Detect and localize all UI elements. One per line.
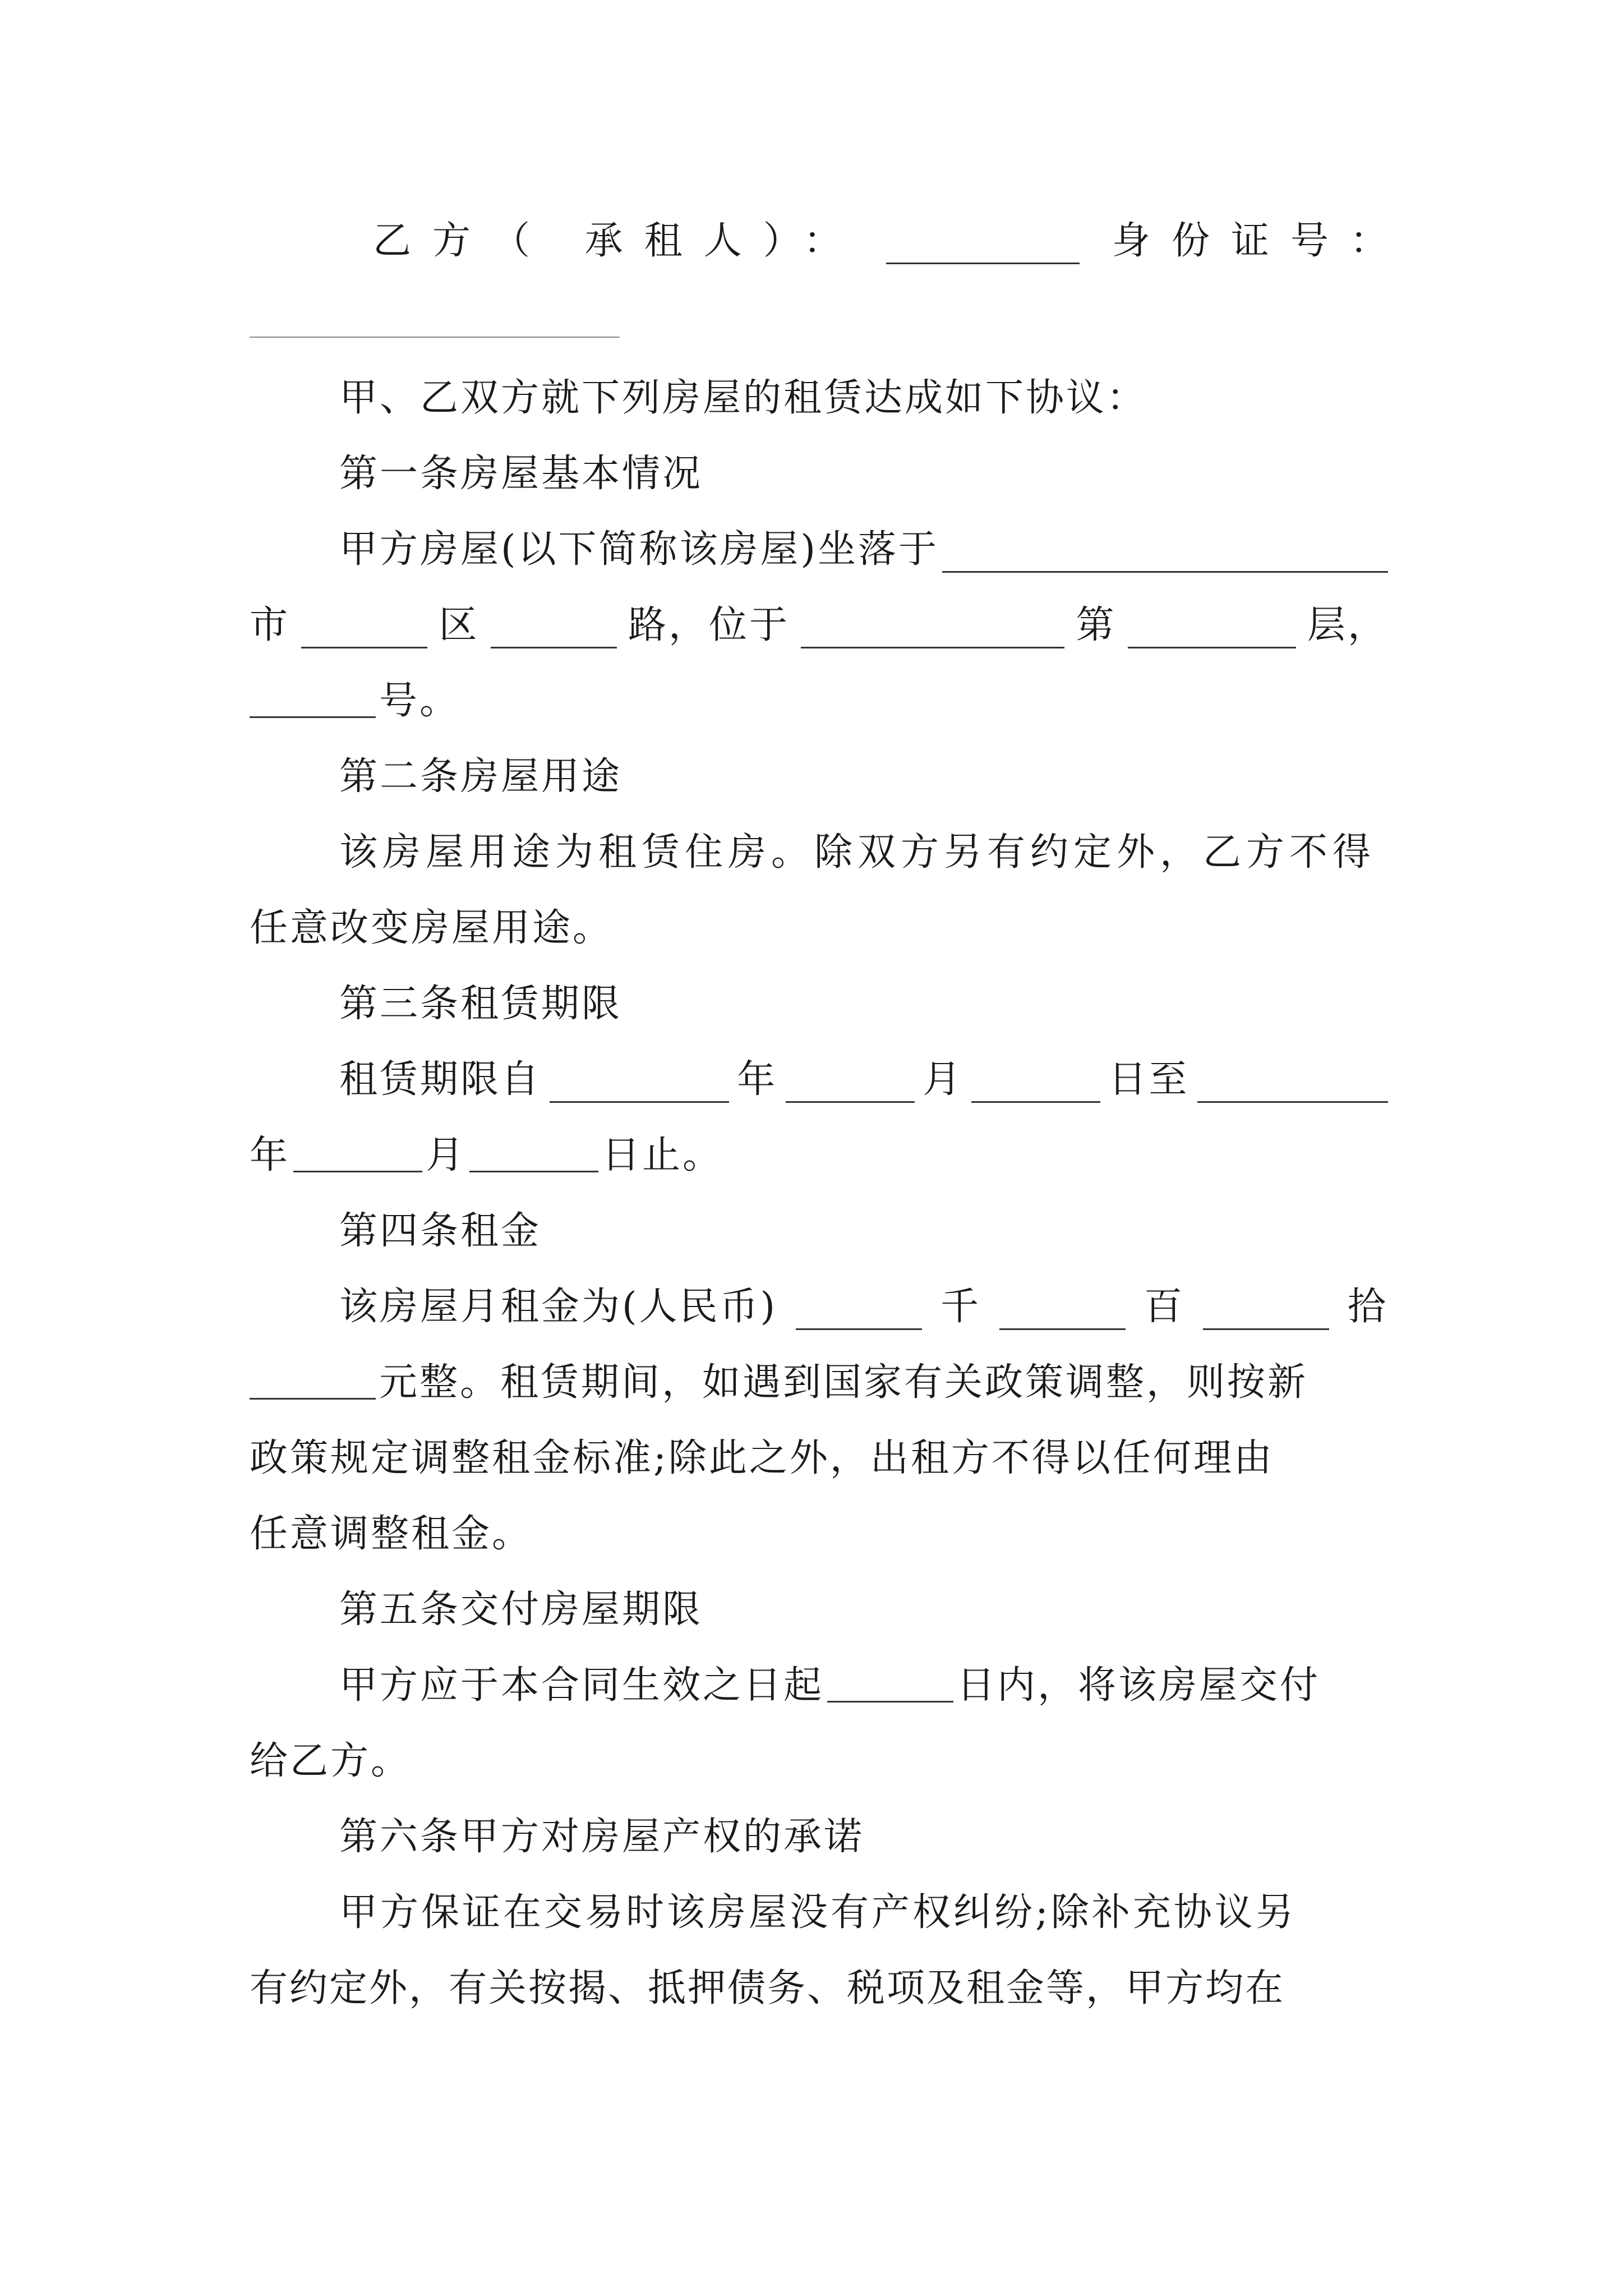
start-day-label: 日至 xyxy=(1108,1057,1189,1102)
article-3-line-2 xyxy=(250,1116,1388,1195)
article-3-title: 第三条租赁期限 xyxy=(339,982,623,1026)
article-6-line-1: 甲方保证在交易时该房屋没有产权纠纷;除补充协议另 xyxy=(339,1890,1297,1935)
floor-blank[interactable] xyxy=(1128,612,1296,648)
room-number-label: 号。 xyxy=(379,679,460,723)
party-b-id-blank[interactable] xyxy=(250,337,620,338)
district-blank[interactable] xyxy=(491,612,617,648)
rent-thousand-blank[interactable] xyxy=(796,1294,922,1330)
end-day-blank[interactable] xyxy=(469,1136,598,1172)
hundred-label: 百 xyxy=(1144,1285,1184,1329)
delivery-days-blank[interactable] xyxy=(827,1666,953,1703)
article-1-line-1 xyxy=(339,510,1388,589)
article-1-line-3 xyxy=(250,662,1388,740)
party-b-id-label: 身份证号： xyxy=(1112,219,1409,263)
city-label: 市 xyxy=(250,603,291,647)
article-4-title: 第四条租金 xyxy=(339,1209,542,1253)
article-4-line-1 xyxy=(339,1268,1388,1346)
article-5-line-2: 给乙方。 xyxy=(250,1739,412,1783)
floor-label: 层， xyxy=(1307,603,1388,647)
end-month-blank[interactable] xyxy=(293,1136,422,1172)
room-number-blank[interactable] xyxy=(250,682,376,718)
article-2-line-2: 任意改变房屋用途。 xyxy=(250,906,614,950)
article-6-line-2: 有约定外，有关按揭、抵押债务、税项及租金等，甲方均在 xyxy=(250,1966,1285,2010)
delivery-term-text: 甲方应于本合同生效之日起 xyxy=(339,1663,824,1708)
agreement-intro: 甲、乙双方就下列房屋的租赁达成如下协议： xyxy=(339,376,1147,420)
district-label: 区 xyxy=(439,603,479,647)
article-2-title: 第二条房屋用途 xyxy=(339,754,623,799)
number-prefix-label: 第 xyxy=(1076,603,1117,647)
rent-ten-blank[interactable] xyxy=(1203,1294,1329,1330)
start-month-blank[interactable] xyxy=(786,1066,915,1103)
article-5-line-1 xyxy=(339,1646,1388,1725)
party-b-name-blank[interactable] xyxy=(886,228,1080,264)
road-label: 路，位于 xyxy=(628,603,790,647)
end-month-label: 月 xyxy=(426,1133,467,1177)
article-2-line-1: 该房屋用途为租赁住房。除双方另有约定外，乙方不得 xyxy=(339,830,1376,875)
end-year-label: 年 xyxy=(250,1133,291,1177)
start-year-blank[interactable] xyxy=(550,1066,729,1103)
delivery-term-suffix: 日内，将该房屋交付 xyxy=(957,1663,1321,1708)
article-1-location-text: 甲方房屋(以下简称该房屋)坐落于 xyxy=(339,527,939,572)
rent-adjustment-text: 元整。租赁期间，如遇到国家有关政策调整，则按新 xyxy=(379,1360,1308,1405)
ten-label: 拾 xyxy=(1347,1285,1388,1329)
article-4-line-3: 政策规定调整租金标准;除此之外，出租方不得以任何理由 xyxy=(250,1436,1274,1480)
article-1-line-2 xyxy=(250,586,1388,665)
party-b-line xyxy=(373,202,1409,280)
start-day-blank[interactable] xyxy=(971,1066,1100,1103)
start-year-label: 年 xyxy=(737,1057,778,1102)
monthly-rent-label: 该房屋月租金为(人民币) xyxy=(339,1285,778,1329)
end-day-label: 日止。 xyxy=(602,1133,723,1177)
start-month-label: 月 xyxy=(923,1057,963,1102)
city-blank[interactable] xyxy=(301,612,427,648)
article-6-title: 第六条甲方对房屋产权的承诺 xyxy=(339,1815,865,1859)
article-5-title: 第五条交付房屋期限 xyxy=(339,1588,703,1632)
article-3-line-1 xyxy=(339,1041,1388,1119)
article-4-line-4: 任意调整租金。 xyxy=(250,1512,533,1556)
address-blank[interactable] xyxy=(801,612,1064,648)
party-b-label: 乙方（ 承租人）： xyxy=(373,219,863,263)
end-year-blank[interactable] xyxy=(1197,1066,1388,1103)
location-blank[interactable] xyxy=(942,536,1388,573)
article-4-line-2 xyxy=(250,1343,1388,1422)
article-1-title: 第一条房屋基本情况 xyxy=(339,452,703,496)
rent-unit-blank[interactable] xyxy=(250,1363,376,1400)
rent-hundred-blank[interactable] xyxy=(999,1294,1126,1330)
lease-term-label: 租赁期限自 xyxy=(339,1057,542,1102)
thousand-label: 千 xyxy=(940,1285,981,1329)
